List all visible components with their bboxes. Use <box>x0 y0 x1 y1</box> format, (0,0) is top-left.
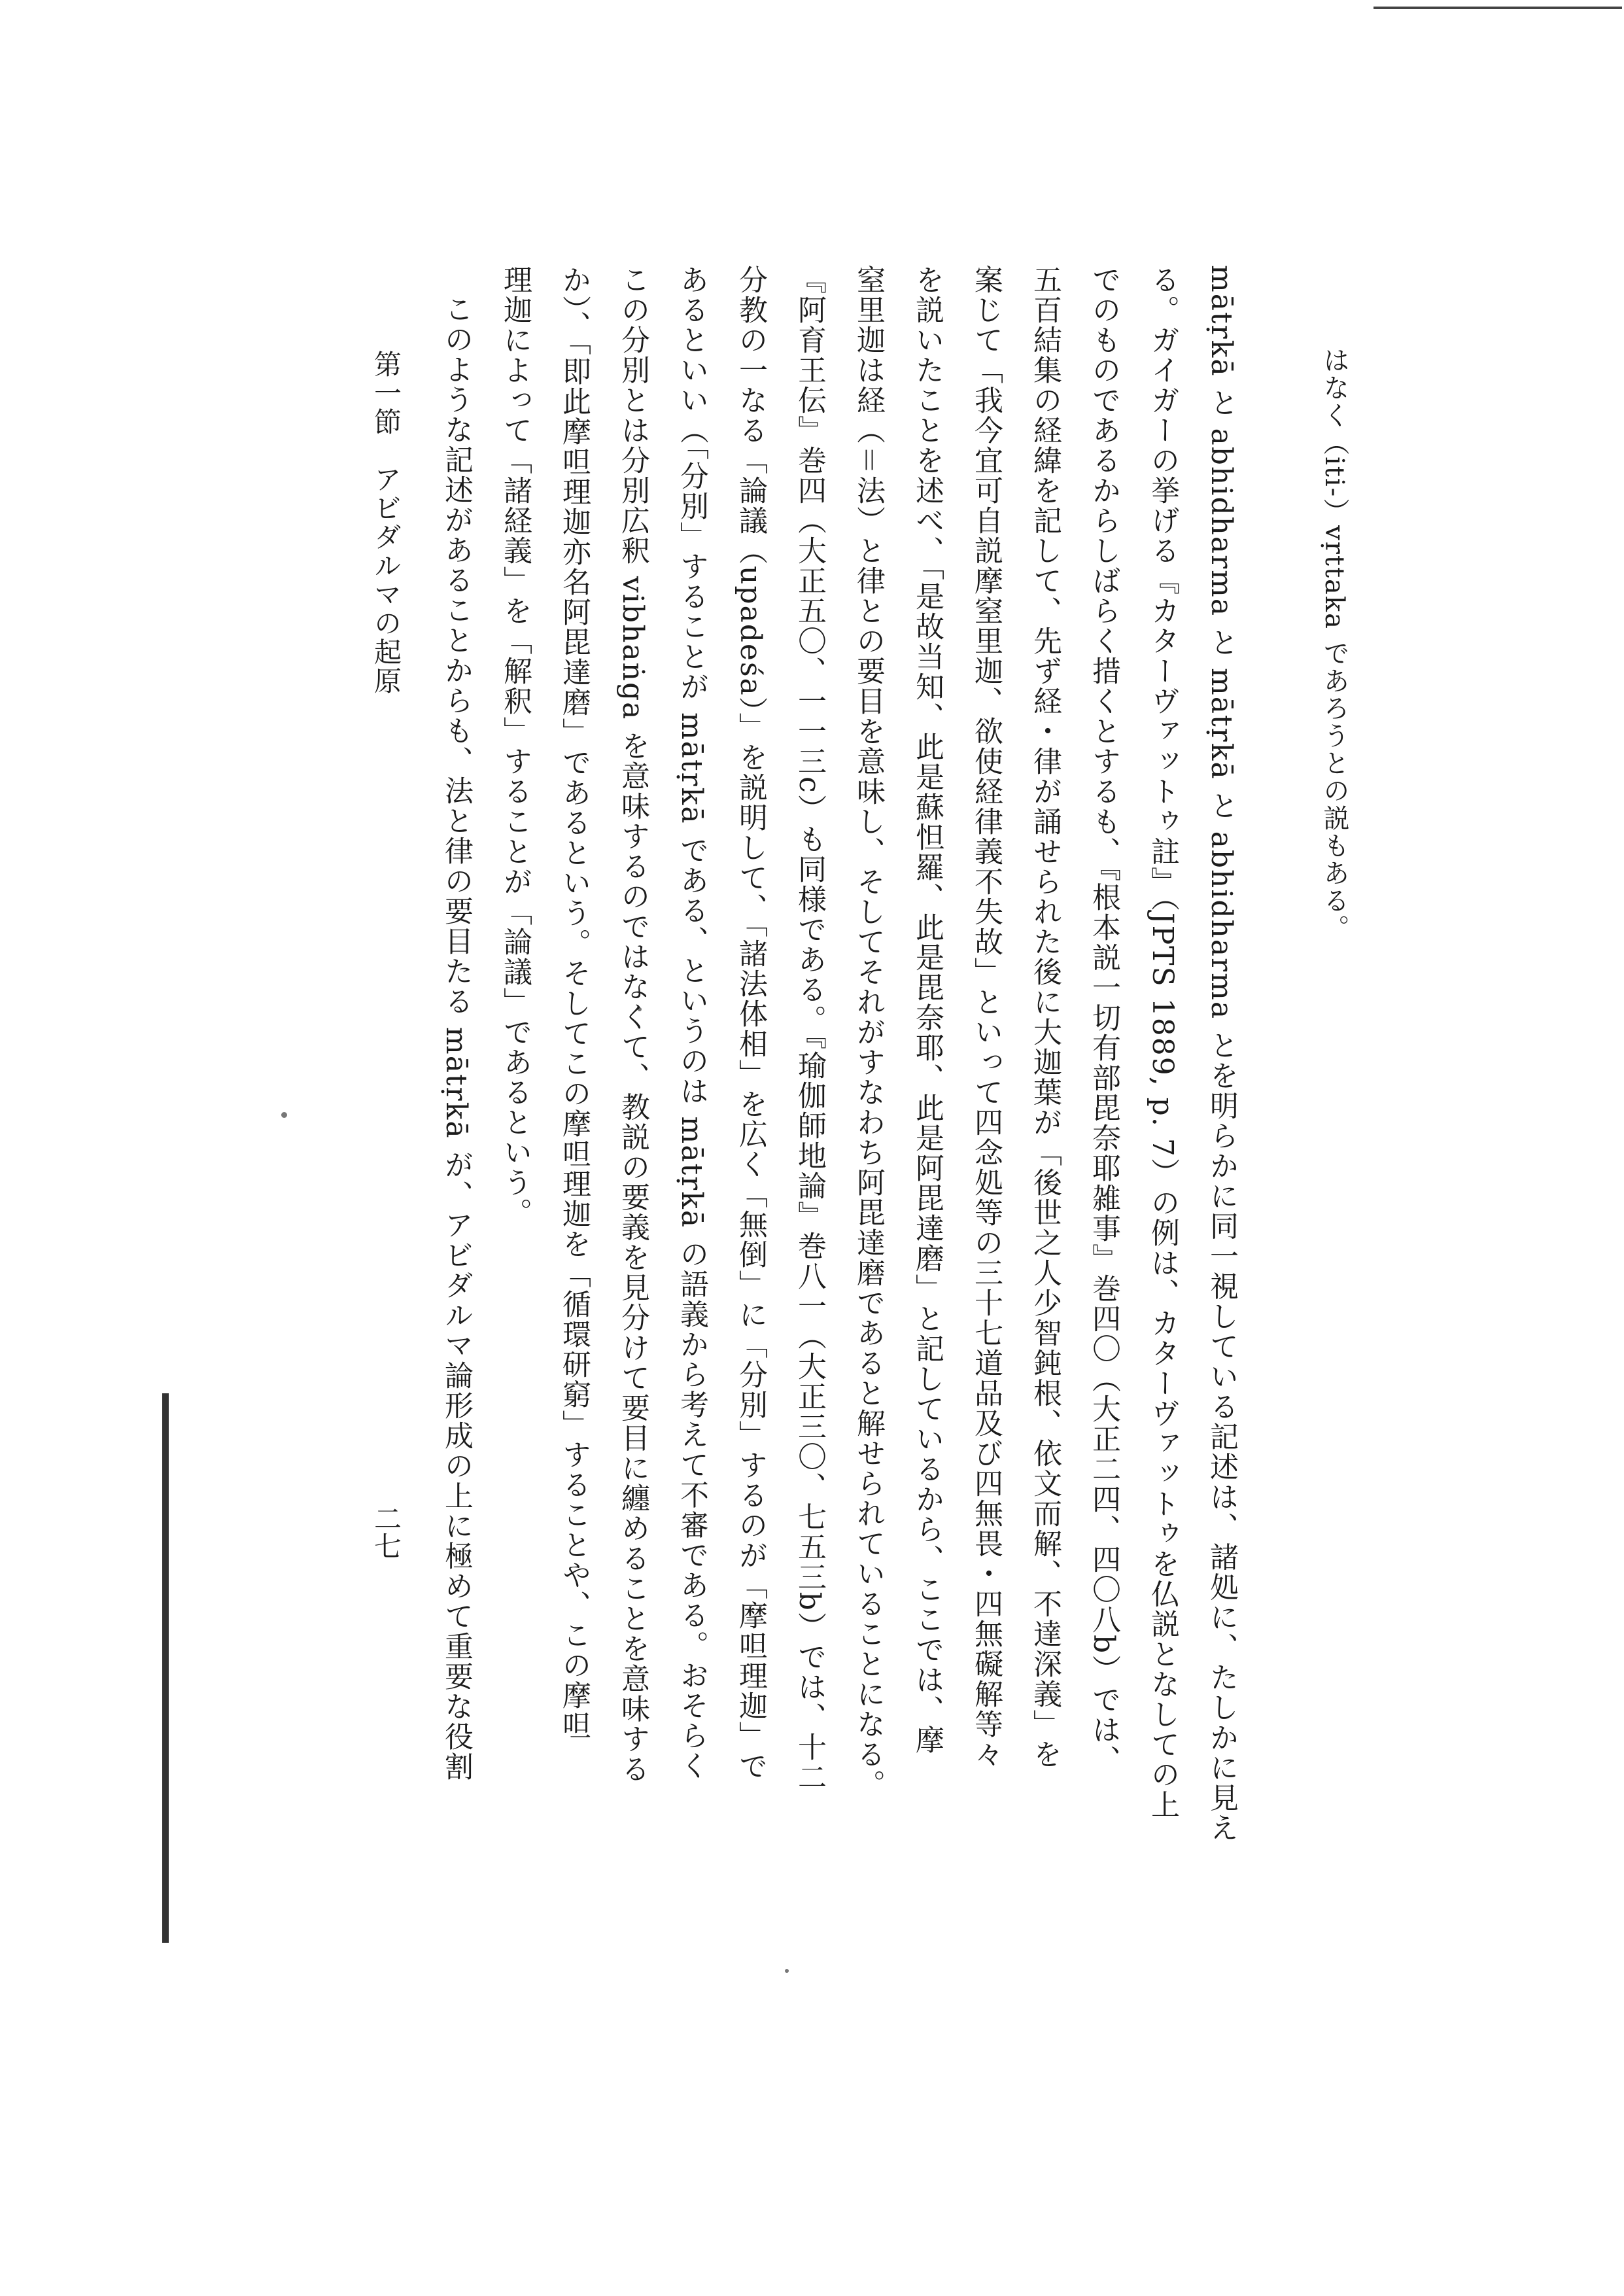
text-line-9: 分教の一なる「論議（upadeśa）」を説明して、「諸法体相」を広く「無倒」に「分別」するのが「摩呾理迦」で <box>734 265 767 1781</box>
scan-speck <box>281 1112 287 1118</box>
text-line-12: か）、「即此摩呾理迦亦名阿毘達磨」であるという。そしてこの摩呾理迦を「循環研窮」することや、この摩呾 <box>557 265 591 1741</box>
text-line-14: このような記述があることからも、法と律の要目たる mātṛkā が、アビダルマ論形成の上に極めて重要な役割 <box>440 294 473 1782</box>
scan-edge-rule <box>1373 7 1622 9</box>
text-line-11: この分別とは分別広釈 vibhaṅga を意味するのではなくて、教説の要義を見分けて要目に纏めることを意味する <box>616 265 649 1784</box>
scan-speck <box>785 1969 789 1973</box>
text-line-13: 理迦によって「諸経義」を「解釈」することが「論議」であるという。 <box>498 265 532 1228</box>
text-line-4: 五百結集の経緯を記して、先ず経・律が誦せられた後に大迦葉が「後世之人少智鈍根、依文而解、不達深義」を <box>1028 265 1062 1769</box>
text-line-1: mātṛkā と abhidharma と mātṛkā と abhidharma とを明らかに同一視している記述は、諸処に、たしかに見え <box>1205 265 1238 1843</box>
text-line-8: 『阿育王伝』巻四（大正五〇、一一三c）も同様である。『瑜伽師地論』巻八一（大正三〇、七五三b）では、十二 <box>793 265 826 1792</box>
intro-line: はなく（iti-）vṛttaka であろうとの説もある。 <box>1319 347 1349 942</box>
text-line-3: でのものであるからしばらく措くとするも、『根本説一切有部毘奈耶雑事』巻四〇（大正二四、四〇八b）では、 <box>1087 265 1120 1775</box>
section-footer: 第一節 アビダルマの起原 <box>370 350 402 695</box>
text-line-5: 案じて「我今宜可自説摩窒里迦、欲使経律義不失故」といって四念処等の三十七道品及び四無畏・四無礙解等々 <box>969 265 1003 1769</box>
text-line-2: る。ガイガーの挙げる『カターヴァットゥ註』（JPTS 1889, p. 7）の例は、カターヴァットゥを仏説となしての上 <box>1146 265 1179 1820</box>
binding-shadow <box>162 1393 169 1943</box>
text-line-7: 窒里迦は経（＝法）と律との要目を意味し、そしてそれがすなわち阿毘達磨であると解せられていることになる。 <box>852 265 885 1800</box>
text-line-6: を説いたことを述べ、「是故当知、此是蘇怛羅、此是毘奈耶、此是阿毘達磨」と記しているから、ここでは、摩 <box>910 265 944 1755</box>
text-line-10: あるといい（「分別」することが mātṛkā である、というのは mātṛkā の語義から考えて不審である。おそらく <box>675 265 708 1781</box>
page-number: 二七 <box>370 1505 402 1559</box>
